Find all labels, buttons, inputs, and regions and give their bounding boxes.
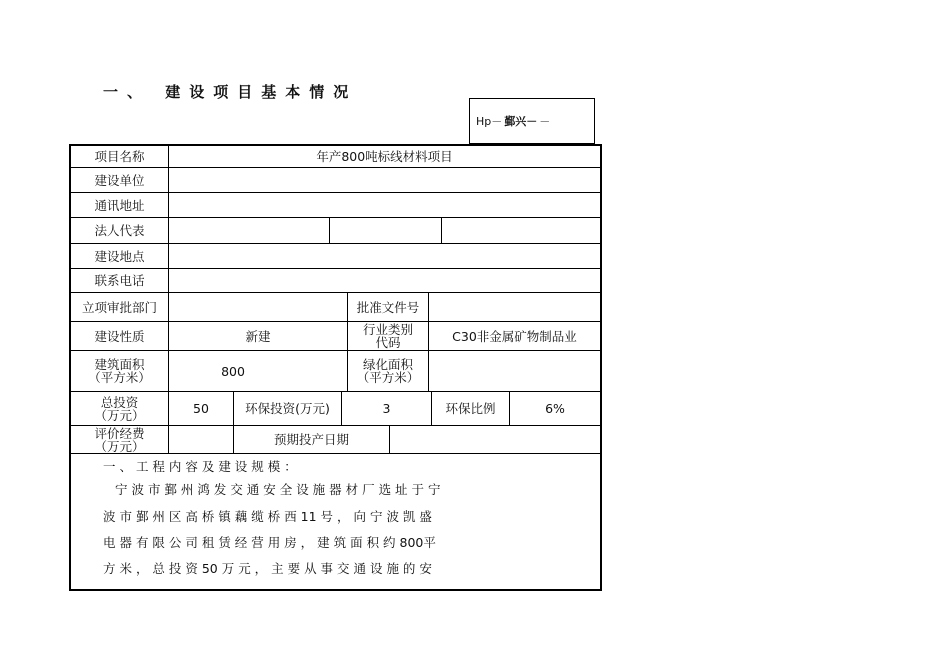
content-title: 一 、 工 程 内 容 及 建 设 规 模 ： xyxy=(103,459,297,474)
section-heading: 一、 建设项目基本情况 xyxy=(103,83,358,101)
value-nature: 新建 xyxy=(245,328,271,344)
label-floor-area-line1: 建筑面积 xyxy=(94,357,145,372)
code-prefix: Hp－ xyxy=(476,115,503,128)
label-eval-fee xyxy=(71,426,168,453)
content-line: 宁 波 市 鄞 州 鸿 发 交 通 安 全 设 施 器 材 厂 选 址 于 宁 xyxy=(115,482,441,497)
label-industry-code-line2: 代码 xyxy=(375,335,401,350)
project-code-box xyxy=(469,98,595,144)
label-industry-code-line1: 行业类别 xyxy=(362,322,413,337)
label-green-area xyxy=(348,351,428,391)
label-eval-fee-line1: 评价经费 xyxy=(94,425,145,441)
label-total-invest-line2: （万元） xyxy=(94,407,145,423)
content-line: 波 市 鄞 州 区 高 桥 镇 藕 缆 桥 西 11 号 ， 向 宁 波 凯 盛 xyxy=(103,509,432,524)
value-total-invest: 50 xyxy=(193,401,209,416)
label-project-name: 项目名称 xyxy=(94,149,145,164)
content-line: 方 米 ， 总 投 资 50 万 元 ， 主 要 从 事 交 通 设 施 的 安 xyxy=(103,561,432,576)
value-industry-code: C30非金属矿物制品业 xyxy=(452,328,577,344)
value-floor-area: 800 xyxy=(221,363,245,379)
label-floor-area xyxy=(71,351,168,391)
label-nature: 建设性质 xyxy=(94,328,145,344)
code-name: 鄞兴－ xyxy=(504,115,538,128)
value-env-ratio: 6% xyxy=(545,401,565,416)
value-env-invest: 3 xyxy=(382,401,391,416)
label-industry-code xyxy=(348,322,428,350)
value-project-name: 年产800吨标线材料项目 xyxy=(316,149,453,164)
project-info-table xyxy=(69,144,602,591)
label-floor-area-line2: （平方米） xyxy=(88,370,151,385)
label-green-area-line1: 绿化面积 xyxy=(362,357,413,372)
content-line: 电 器 有 限 公 司 租 赁 经 营 用 房 ， 建 筑 面 积 约 800平 xyxy=(103,535,436,550)
label-env-invest: 环保投资(万元) xyxy=(245,401,330,416)
label-phone: 联系电话 xyxy=(94,273,145,288)
label-total-invest xyxy=(71,392,168,425)
label-site: 建设地点 xyxy=(94,248,145,264)
label-total-invest-line1: 总投资 xyxy=(100,394,139,410)
label-approval-doc: 批准文件号 xyxy=(356,299,420,315)
code-suffix: － xyxy=(539,115,551,128)
label-address: 通讯地址 xyxy=(94,197,145,213)
label-approval-dept: 立项审批部门 xyxy=(81,299,157,315)
label-env-ratio: 环保比例 xyxy=(445,401,496,416)
label-start-date: 预期投产日期 xyxy=(273,432,349,447)
label-legal-rep: 法人代表 xyxy=(94,223,145,238)
label-builder: 建设单位 xyxy=(94,172,145,188)
label-eval-fee-line2: （万元） xyxy=(94,438,145,454)
label-green-area-line2: （平方米） xyxy=(356,370,420,385)
